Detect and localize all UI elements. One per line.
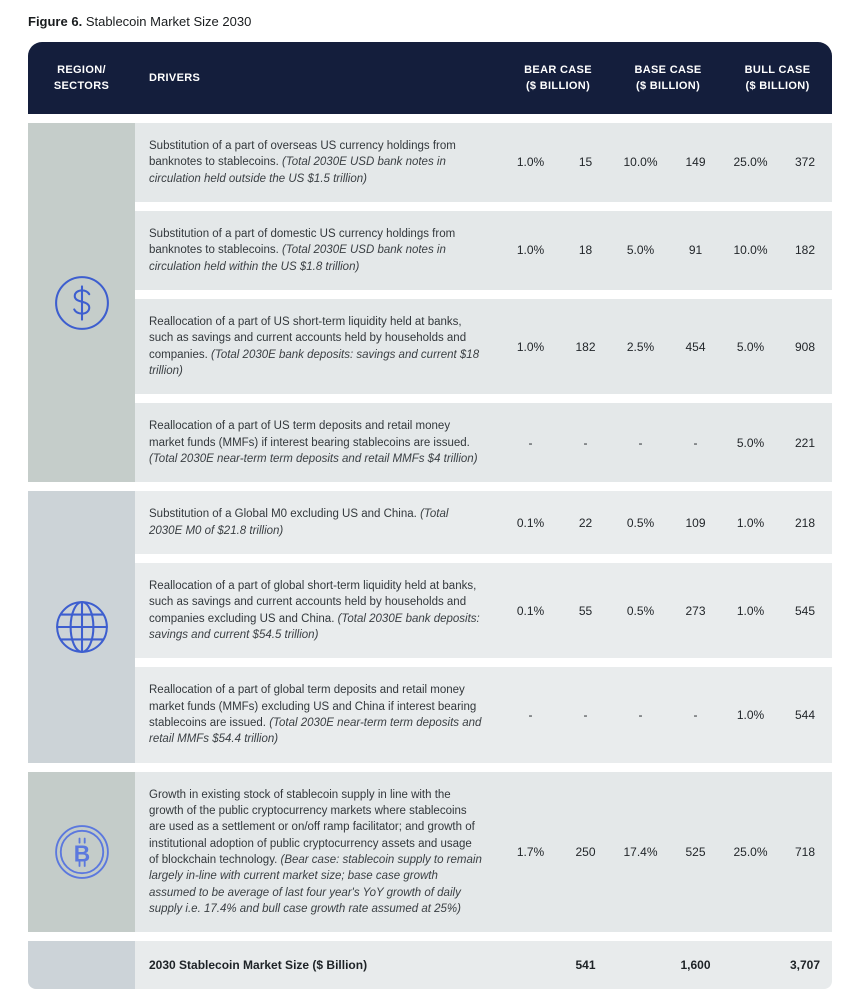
bear-case-value: 250 [558, 772, 613, 933]
sector-cell-global [28, 491, 135, 762]
driver-text-cell [135, 667, 503, 762]
driver-note: (Total 2030E USD bank notes in circulation held within the US $1.8 trillion) [149, 244, 446, 273]
bear-case-pct: 1.0% [503, 211, 558, 290]
header-row [28, 42, 832, 114]
base-case-pct: 0.5% [613, 563, 668, 658]
bull-case-value: 544 [778, 667, 832, 762]
bull-case-value: 718 [778, 772, 832, 933]
bear-case-pct: 0.1% [503, 563, 558, 658]
globe-icon [29, 598, 134, 656]
driver-text-cell [135, 772, 503, 933]
driver-text-cell [135, 491, 503, 554]
bull-case-value: 908 [778, 299, 832, 394]
bull-case-pct: 25.0% [723, 772, 778, 933]
bull-case-pct: 5.0% [723, 299, 778, 394]
column-header-base-case: BASE CASE ($ BILLION) [613, 42, 723, 114]
bear-case-value: - [558, 667, 613, 762]
svg-text:B: B [73, 840, 90, 867]
driver-note: (Total 2030E M0 of $21.8 trillion) [149, 508, 449, 537]
driver-note: (Total 2030E bank deposits: savings and current $54.5 trillion) [149, 612, 480, 641]
base-case-pct: 17.4% [613, 772, 668, 933]
dollar-icon [29, 274, 134, 332]
total-bear-value: 541 [558, 941, 613, 989]
total-row [28, 941, 832, 989]
base-case-value: - [668, 667, 723, 762]
bull-case-pct: 5.0% [723, 403, 778, 482]
bull-case-pct: 10.0% [723, 211, 778, 290]
driver-note: (Total 2030E USD bank notes in circulation held outside the US $1.5 trillion) [149, 156, 446, 185]
driver-text: Reallocation of a part of US short-term liquidity held at banks, such as savings and current accounts held by households and companies. [149, 315, 467, 361]
total-sector-cell [28, 941, 135, 989]
driver-text: Reallocation of a part of global short-term liquidity held at banks, such as savings and current accounts held by households and companies excluding US and China. [149, 579, 477, 625]
base-case-pct: 0.5% [613, 491, 668, 554]
driver-row [28, 403, 832, 482]
driver-note: (Total 2030E near-term term deposits and retail MMFs $54.4 trillion) [149, 716, 482, 746]
driver-text: Growth in existing stock of stablecoin supply in line with the growth of the public cryptocurrency markets where stablecoins are used as a settlement or on/off ramp facilitator; and growth of institutional adoption of public cryptocurrency assets and usage of blockchain technology. [149, 788, 475, 866]
bear-case-value: 55 [558, 563, 613, 658]
total-base-pct-spacer [613, 941, 668, 989]
total-label: 2030 Stablecoin Market Size ($ Billion) [135, 941, 503, 989]
base-case-pct: - [613, 403, 668, 482]
total-bear-pct-spacer [503, 941, 558, 989]
base-case-value: 149 [668, 123, 723, 202]
bull-case-value: 182 [778, 211, 832, 290]
driver-text: Reallocation of a part of US term deposits and retail money market funds (MMFs) if interest bearing stablecoins are issued. [149, 420, 470, 449]
driver-row [28, 211, 832, 290]
total-base-value: 1,600 [668, 941, 723, 989]
driver-row [28, 299, 832, 394]
base-case-pct: 5.0% [613, 211, 668, 290]
bear-case-pct: 1.0% [503, 123, 558, 202]
bear-case-value: 182 [558, 299, 613, 394]
driver-row [28, 563, 832, 658]
driver-row [28, 772, 832, 933]
base-case-value: 525 [668, 772, 723, 933]
base-case-pct: 10.0% [613, 123, 668, 202]
bear-case-value: 22 [558, 491, 613, 554]
sector-cell-us [28, 123, 135, 482]
bull-case-pct: 1.0% [723, 667, 778, 762]
base-case-value: 109 [668, 491, 723, 554]
base-case-value: 273 [668, 563, 723, 658]
bear-case-pct: - [503, 667, 558, 762]
column-header-drivers: DRIVERS [135, 42, 503, 114]
bear-case-pct: 0.1% [503, 491, 558, 554]
driver-text-cell [135, 563, 503, 658]
bull-case-pct: 1.0% [723, 563, 778, 658]
bear-case-value: 15 [558, 123, 613, 202]
figure-label: Figure 6. [28, 14, 83, 29]
figure-caption [28, 14, 860, 29]
column-header-bull-case: BULL CASE ($ BILLION) [723, 42, 832, 114]
sector-cell-crypto [28, 772, 135, 933]
driver-row [28, 491, 832, 554]
driver-note: (Total 2030E bank deposits: savings and current $18 trillion) [149, 348, 480, 377]
driver-text-cell [135, 403, 503, 482]
stablecoin-market-table [28, 33, 832, 998]
base-case-value: 91 [668, 211, 723, 290]
driver-row [28, 123, 832, 202]
driver-text: Substitution of a part of domestic US currency holdings from banknotes to stablecoins. [149, 227, 456, 257]
bull-case-pct: 25.0% [723, 123, 778, 202]
driver-note: (Total 2030E near-term term deposits and retail MMFs $4 trillion) [149, 452, 478, 465]
bull-case-pct: 1.0% [723, 491, 778, 554]
driver-note: (Bear case: stablecoin supply to remain largely in-line with current market size; base case growth assumed to be average of last four year's YoY growth of daily supply i.e. 17.4% and bull case growth rate assumed at 25%) [149, 853, 482, 915]
base-case-pct: 2.5% [613, 299, 668, 394]
column-header-region: REGION/ SECTORS [28, 42, 135, 114]
bear-case-value: 18 [558, 211, 613, 290]
driver-text-cell [135, 123, 503, 202]
bear-case-pct: - [503, 403, 558, 482]
base-case-value: 454 [668, 299, 723, 394]
bull-case-value: 545 [778, 563, 832, 658]
driver-text: Substitution of a part of overseas US currency holdings from banknotes to stablecoins. [149, 140, 456, 169]
base-case-pct: - [613, 667, 668, 762]
total-bull-pct-spacer [723, 941, 778, 989]
bull-case-value: 218 [778, 491, 832, 554]
driver-text-cell [135, 211, 503, 290]
bitcoin-icon [29, 823, 134, 881]
driver-text: Substitution of a Global M0 excluding US and China. [149, 508, 421, 521]
figure-title: Stablecoin Market Size 2030 [85, 14, 252, 29]
base-case-value: - [668, 403, 723, 482]
driver-row [28, 667, 832, 762]
driver-text: Reallocation of a part of global term deposits and retail money market funds (MMFs) excluding US and China if interest bearing stablecoins are issued. [149, 684, 477, 729]
column-header-bear-case: BEAR CASE ($ BILLION) [503, 42, 613, 114]
bear-case-value: - [558, 403, 613, 482]
total-bull-value: 3,707 [778, 941, 832, 989]
driver-text-cell [135, 299, 503, 394]
bull-case-value: 221 [778, 403, 832, 482]
bull-case-value: 372 [778, 123, 832, 202]
bear-case-pct: 1.7% [503, 772, 558, 933]
bear-case-pct: 1.0% [503, 299, 558, 394]
